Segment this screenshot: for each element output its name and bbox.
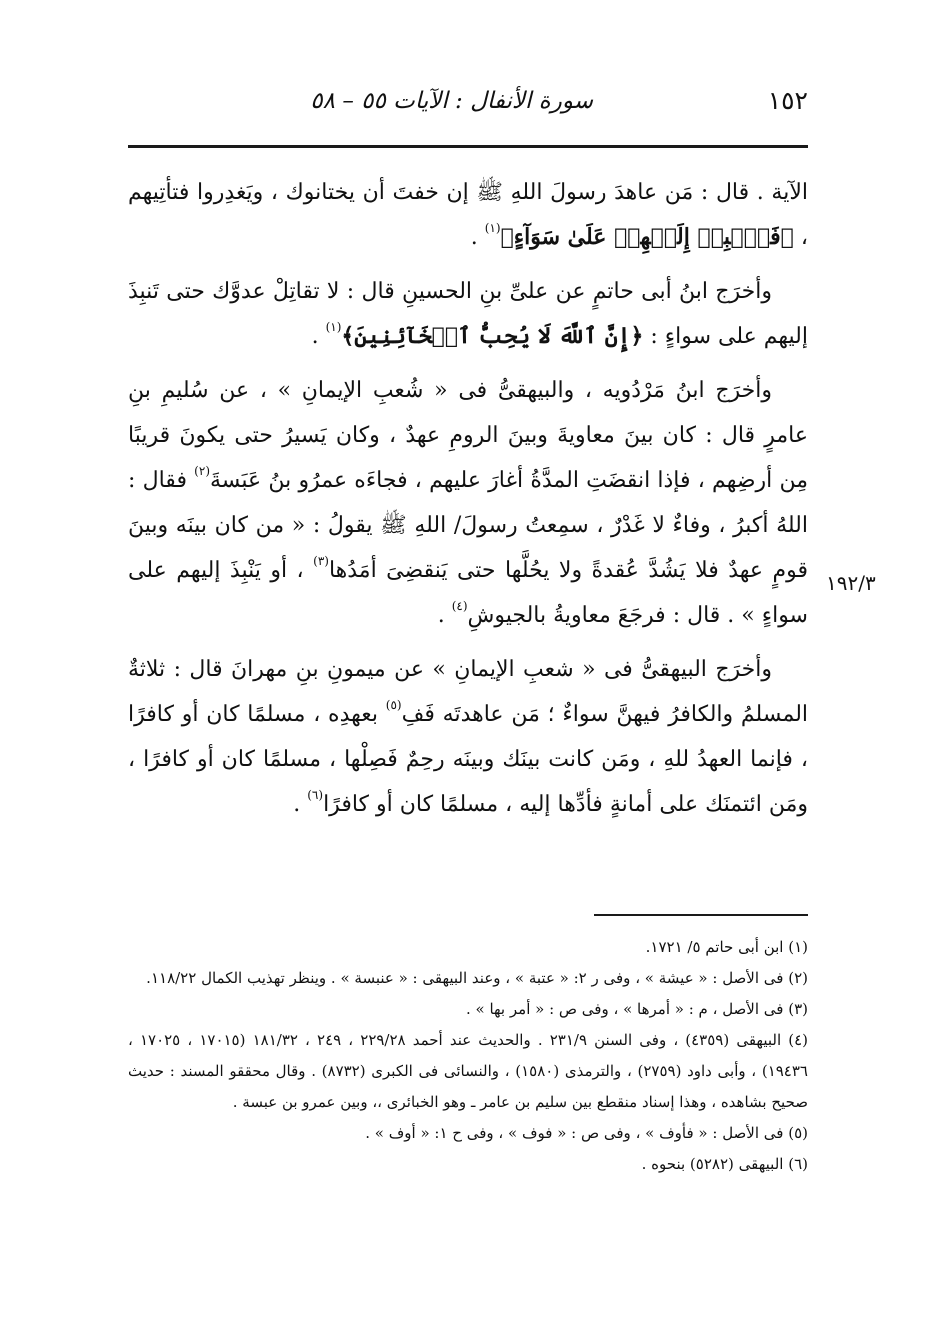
footnote-2: (٢) فى الأصل : « عيشة » ، وفى ر ٢: « عتبة » ، وعند البيهقى : « عنبسة » . وينظر تهذيب الكمال ١١٨/٢٢.: [146, 969, 808, 987]
footnote-1: (١) ابن أبى حاتم ٥/ ١٧٢١.: [645, 938, 808, 956]
paragraph-text: ، أو يَنْبِذَ إليهم على سواءٍ » . قال : فرجَعَ معاويةُ بالجيوشِ: [128, 558, 808, 628]
footnotes: [128, 932, 808, 1180]
footnote-ref: (٣): [313, 554, 329, 568]
paragraph-end: .: [293, 792, 308, 817]
footnote-ref: (١): [484, 221, 501, 235]
paragraph-1: [128, 170, 808, 260]
footnote-ref: (٦): [307, 788, 324, 802]
paragraph-3: [128, 368, 808, 638]
paragraph-end: .: [311, 324, 326, 349]
paragraph-text: وأخرَج ابنُ أبى حاتمٍ عن علىِّ بنِ الحسينِ قال : لا تقاتِلْ عدوَّك حتى تَنبِذَ إليهم على سواءٍ :: [128, 279, 808, 349]
page-header: [128, 84, 808, 124]
footnote-ref: (١): [325, 320, 342, 334]
paragraph-end: .: [437, 603, 452, 628]
paragraph-text: وأخرَج البيهقىُّ فى « شعبِ الإيمانِ » عن ميمونِ بنِ مهرانَ قال : ثلاثةٌ المسلمُ والكافرُ فيهنَّ سواءٌ ؛ مَن عاهدتَه فَفِ: [128, 657, 809, 727]
footnote-4: (٤) البيهقى (٤٣٥٩) ، وفى السنن ٢٣١/٩ . والحديث عند أحمد ٢٢٩/٢٨ ، ٢٤٩ ، ١٨١/٣٢ (١٧٠١٥ ، ١٧٠٢٥ ، ١٩٤٣٦) ، وأبى داود (٢٧٥٩) ، والترمذى (١٥٨٠) ، والنسائى فى الكبرى (٨٧٣٢) . وقال محققو المسند : حديث صحيح بشاهده ، وهذا إسناد منقطع بين سليم بن عامر ـ وهو الخبائرى ،، وبين عمرو بن عبسة .: [128, 1031, 809, 1111]
running-title: سورة الأنفال : الآيات ٥٥ – ٥٨: [310, 88, 593, 114]
footnote-separator: [594, 914, 808, 916]
paragraph-text: فقال : اللهُ أكبرُ ، وفاءٌ لا غَدْرٌ ، سمِعتُ رسولَ/ اللهِ ﷺ يقولُ : « من كان بينَه وبينَ قومٍ عهدٌ فلا يَشُدَّ عُقدةً ولا يحُلَّها حتى يَنقضِىَ أمَدُها: [128, 468, 809, 583]
paragraph-2: [128, 269, 808, 359]
footnote-6: (٦) البيهقى (٥٢٨٢) بنحوه .: [641, 1155, 808, 1173]
paragraph-text: وأخرَج ابنُ مَرْدُويه ، والبيهقىُّ فى « شُعبِ الإيمانِ » ، عن سُليمِ بنِ عامرٍ قال : كان بينَ معاويةَ وبينَ الرومِ عهدٌ ، وكان يَسيرُ حتى يكونَ قريبًا مِن أرضِهم ، فإذا انقضَتِ المدَّةُ أغارَ عليهم ، فجاءَه عمرُو بنُ عَبَسةَ: [128, 378, 808, 493]
footnote-5: (٥) فى الأصل : « فأوف » ، وفى ص : « فوف » ، وفى ح ١: « أوف » .: [365, 1124, 808, 1142]
page-number: ١٥٢: [767, 86, 808, 115]
paragraph-end: .: [470, 225, 485, 250]
footnote-3: (٣) فى الأصل ، م : « أمرها » ، وفى ص : « أمر بها » .: [465, 1000, 808, 1018]
quran-verse: ﴿إِنَّ ٱللَّهَ لَا يُحِبُّ ٱلۡخَآئِنِينَ﴾: [341, 323, 644, 349]
paragraph-text: بعهدِه ، مسلمًا كان أو كافرًا ، فإنما العهدُ للهِ ، ومَن كانت بينَك وبينَه رحِمٌ فَصِلْها ، مسلمًا كان أو كافرًا ، ومَن ائتمنَك على أمانةٍ فأدِّها إليه ، مسلمًا كان أو كافرًا: [128, 702, 808, 817]
margin-volume-page-note: ١٩٢/٣: [826, 571, 876, 595]
main-text: [128, 170, 808, 827]
paragraph-text: الآية . قال : مَن عاهدَ رسولَ اللهِ ﷺ إن خفتَ أن يختانوك ، ويَغدِروا فتأتِيهم ،: [128, 180, 808, 250]
footnote-ref: (٤): [451, 599, 468, 613]
quran-verse: ﴿فَٱنۢبِذۡ إِلَيۡهِمۡ عَلَىٰ سَوَآءٍ﴾: [500, 224, 794, 250]
paragraph-4: [128, 647, 808, 827]
header-rule: [128, 145, 808, 148]
footnote-ref: (٢): [194, 464, 210, 478]
footnote-ref: (٥): [385, 698, 402, 712]
